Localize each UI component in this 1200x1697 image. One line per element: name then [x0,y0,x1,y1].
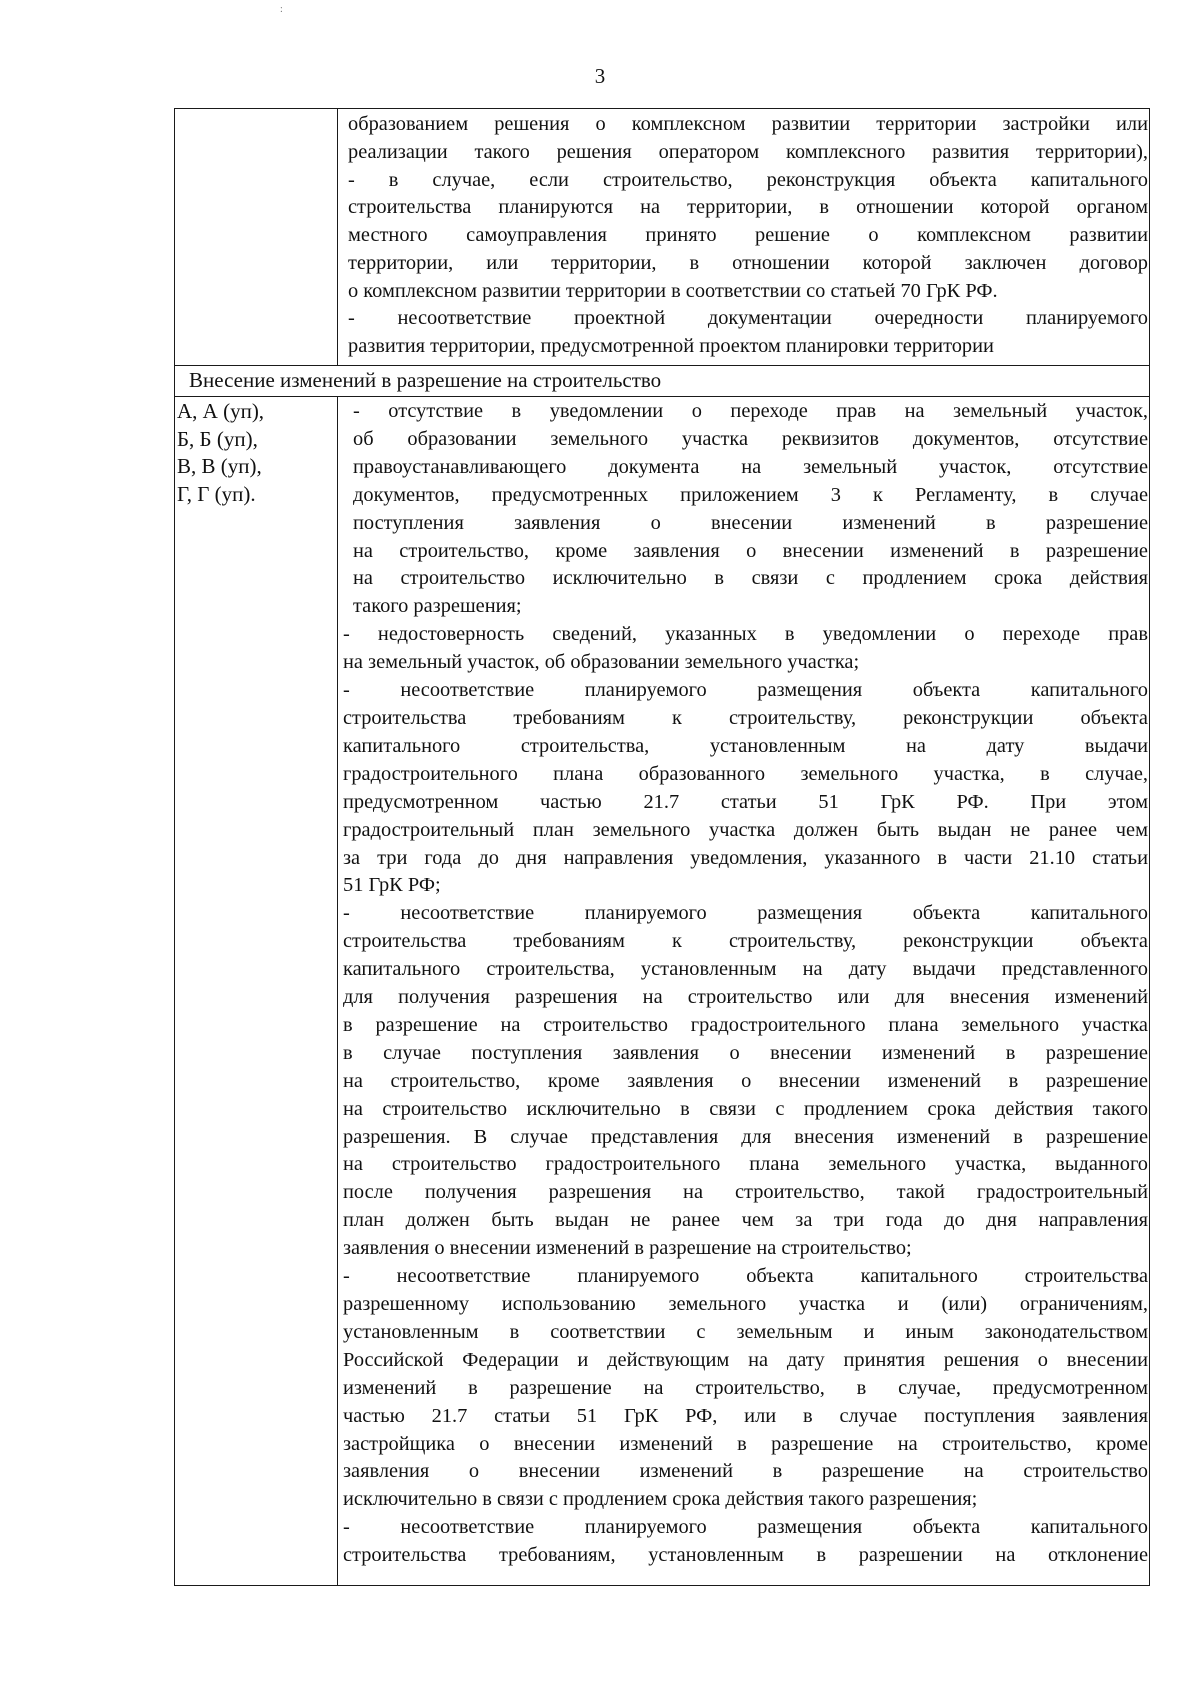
code-line: Г, Г (уп). [177,481,256,506]
text-line: заявления о внесении изменений в разрешение на строительство [343,1460,1148,1483]
text-line: - несоответствие планируемого размещения объекта капитального [343,1516,1148,1539]
grounds-cell [338,397,1149,1585]
text-line: - несоответствие планируемого размещения объекта капитального [343,679,1148,702]
text-line: на строительство исключительно в связи с продлением срока действия [353,567,1148,590]
text-line: на строительство градостроительного плана земельного участка, выданного [343,1153,1148,1176]
codes-cell-empty [175,109,338,365]
text-line: капитального строительства, установленным на дату выдачи представленного [343,958,1148,981]
page-number: 3 [594,64,606,88]
text-line: застройщика о внесении изменений в разрешение на строительство, кроме [343,1432,1148,1455]
text-line: строительства требованиям к строительству, реконструкции объекта [343,706,1148,729]
table-row-continuation [175,109,1149,365]
grounds-cell-continuation [338,109,1149,365]
text-line: план должен быть выдан не ранее чем за три года до дня направления [343,1209,1148,1232]
text-line: местного самоуправления принято решение о комплексном развитии [348,224,1148,246]
text-line: в разрешение на строительство градостроительного плана земельного участка [343,1013,1148,1036]
text-line: градостроительного плана образованного земельного участка, в случае, [343,762,1148,785]
text-line: градостроительный план земельного участка должен быть выдан не ранее чем [343,818,1148,841]
text-line: на строительство, кроме заявления о внесении изменений в разрешение [343,1069,1148,1092]
codes-cell [175,397,338,1585]
text-line: правоустанавливающего документа на земельный участок, отсутствие [353,455,1148,478]
text-line: после получения разрешения на строительство, такой градостроительный [343,1181,1148,1204]
code-line: А, А (уп), [177,399,265,423]
section-title: Внесение изменений в разрешение на строительство [189,368,662,392]
text-line: предусмотренном частью 21.7 статьи 51 ГрК РФ. При этом [343,790,1148,813]
text-line: строительства требованиям, установленным в разрешении на отклонение [343,1544,1148,1567]
code-line: Б, Б (уп), [177,426,258,451]
text-line: образованием решения о комплексном развитии территории застройки или [348,113,1148,135]
text-line: об образовании земельного участка реквизитов документов, отсутствие [353,427,1148,450]
text-line: заявления о внесении изменений в разрешение на строительство; [343,1237,912,1260]
text-line: для получения разрешения на строительство или для внесения изменений [343,986,1148,1009]
table-row-amendment [175,397,1149,1585]
text-line: капитального строительства, установленным на дату выдачи [343,734,1148,757]
text-line: на земельный участок, об образовании земельного участка; [343,651,860,674]
text-line: изменений в разрешение на строительство, в случае, предусмотренном [343,1376,1148,1399]
text-line: установленным в соответствии с земельным и иным законодательством [343,1320,1148,1343]
text-line: за три года до дня направления уведомления, указанного в части 21.10 статьи [343,846,1148,869]
text-line: строительства планируются на территории, в отношении которой органом [348,196,1148,219]
text-line: территории, или территории, в отношении которой заключен договор [348,251,1148,274]
text-line: в случае поступления заявления о внесении изменений в разрешение [343,1041,1148,1064]
text-line: - несоответствие планируемого объекта капитального строительства [343,1265,1148,1288]
section-header-row [175,365,1149,397]
text-line: разрешения. В случае представления для внесения изменений в разрешение [343,1125,1148,1148]
text-line: разрешенному использованию земельного участка и (или) ограничениям, [343,1293,1148,1315]
text-line: на строительство, кроме заявления о внесении изменений в разрешение [353,539,1148,562]
text-line: поступления заявления о внесении изменений в разрешение [353,511,1148,534]
text-line: строительства требованиям к строительству, реконструкции объекта [343,930,1148,953]
code-line: В, В (уп), [177,454,262,479]
text-line: Российской Федерации и действующим на дату принятия решения о внесении [343,1348,1148,1371]
text-line: - недостоверность сведений, указанных в уведомлении о переходе прав [343,623,1148,646]
text-line: частью 21.7 статьи 51 ГрК РФ, или в случае поступления заявления [343,1404,1148,1427]
text-line: исключительно в связи с продлением срока действия такого разрешения; [343,1488,978,1511]
text-line: 51 ГрК РФ; [343,874,441,897]
scan-mark: : [280,4,283,15]
text-line: - несоответствие проектной документации очередности планируемого [348,307,1148,330]
text-line: - несоответствие планируемого размещения объекта капитального [343,902,1148,925]
text-line: на строительство исключительно в связи с продлением срока действия такого [343,1097,1148,1120]
document-table [174,108,1150,1586]
text-line: развития территории, предусмотренной проектом планировки территории [348,335,994,357]
text-line: - в случае, если строительство, реконструкция объекта капитального [348,168,1148,191]
text-line: реализации такого решения оператором комплексного развития территории), [348,140,1148,163]
text-line: такого разрешения; [353,595,522,618]
text-line: о комплексном развитии территории в соответствии со статьей 70 ГрК РФ. [348,279,998,302]
text-line: - отсутствие в уведомлении о переходе прав на земельный участок, [353,400,1148,422]
text-line: документов, предусмотренных приложением 3 к Регламенту, в случае [353,483,1148,506]
